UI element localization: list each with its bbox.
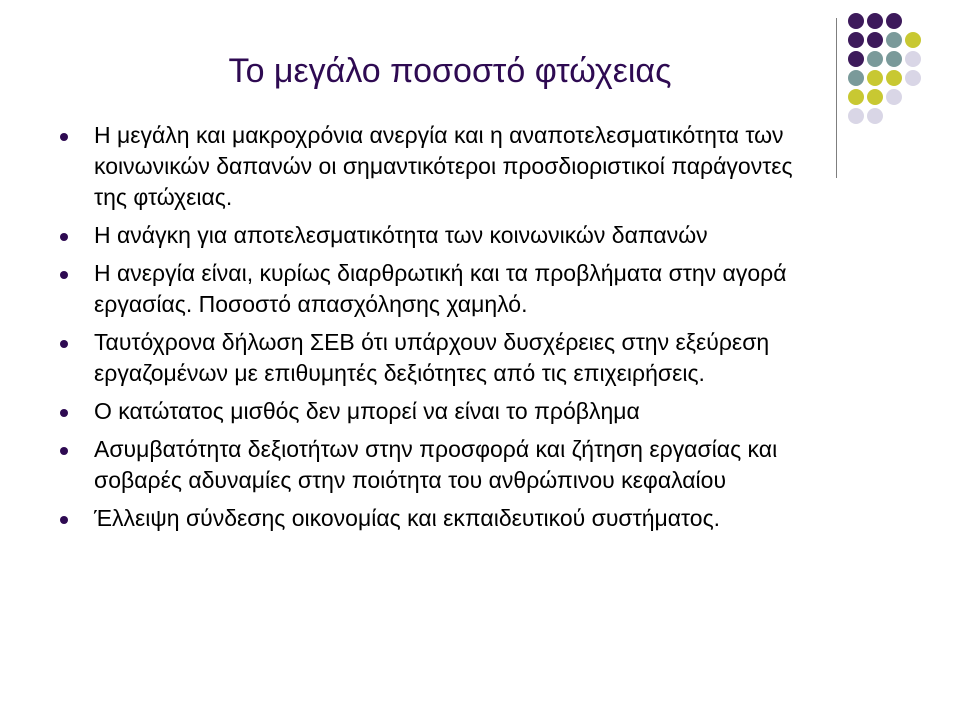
decorative-dot-olive <box>905 32 921 48</box>
decorative-dot-purple <box>848 32 864 48</box>
bullet-text: Ταυτόχρονα δήλωση ΣΕΒ ότι υπάρχουν δυσχέρειες στην εξεύρεση εργαζομένων με επιθυμητές δεξιότητες από τις επιχειρήσεις. <box>94 329 770 386</box>
bullet-text: Ο κατώτατος μισθός δεν μπορεί να είναι το πρόβλημα <box>94 398 640 424</box>
bullet-dot-icon <box>60 233 68 241</box>
decorative-dot-lavender <box>905 51 921 67</box>
bullet-dot-icon <box>60 133 68 141</box>
bullet-item <box>60 327 830 389</box>
decorative-dot-lavender <box>848 108 864 124</box>
decorative-dot-olive <box>867 89 883 105</box>
decorative-dot-teal <box>867 51 883 67</box>
bullet-dot-icon <box>60 516 68 524</box>
decorative-dot-lavender <box>867 108 883 124</box>
bullet-item <box>60 434 830 496</box>
decorative-dot-purple <box>867 13 883 29</box>
decorative-dot-purple <box>848 13 864 29</box>
decorative-dot-lavender <box>886 89 902 105</box>
bullet-item <box>60 503 830 534</box>
decorative-dot-olive <box>848 89 864 105</box>
decorative-dot-purple <box>848 51 864 67</box>
bullet-item <box>60 220 830 251</box>
decorative-dot-lavender <box>905 70 921 86</box>
slide-title: Το μεγάλο ποσοστό φτώχειας <box>228 52 672 90</box>
bullet-text: Η ανάγκη για αποτελεσματικότητα των κοινωνικών δαπανών <box>94 222 708 248</box>
bullet-item <box>60 120 830 213</box>
bullet-text: Η ανεργία είναι, κυρίως διαρθρωτική και τα προβλήματα στην αγορά εργασίας. Ποσοστό απασχόλησης χαμηλό. <box>94 260 787 317</box>
bullet-dot-icon <box>60 447 68 455</box>
decorative-dot-pattern <box>848 13 948 163</box>
bullet-item <box>60 396 830 427</box>
bullet-text: Η μεγάλη και μακροχρόνια ανεργία και η αναποτελεσματικότητα των κοινωνικών δαπανών οι σημαντικότεροι προσδιοριστικοί παράγοντες της φτώχειας. <box>94 122 793 210</box>
bullet-dot-icon <box>60 409 68 417</box>
bullet-text: Έλλειψη σύνδεσης οικονομίας και εκπαιδευτικού συστήματος. <box>94 505 721 531</box>
decorative-dot-teal <box>886 51 902 67</box>
bullet-list <box>60 120 830 541</box>
bullet-dot-icon <box>60 271 68 279</box>
decorative-vertical-line <box>836 18 837 178</box>
decorative-dot-teal <box>886 32 902 48</box>
bullet-dot-icon <box>60 340 68 348</box>
bullet-text: Ασυμβατότητα δεξιοτήτων στην προσφορά και ζήτηση εργασίας και σοβαρές αδυναμίες στην ποιότητα του ανθρώπινου κεφαλαίου <box>94 436 778 493</box>
bullet-item <box>60 258 830 320</box>
decorative-dot-purple <box>867 32 883 48</box>
decorative-dot-olive <box>886 70 902 86</box>
decorative-dot-teal <box>848 70 864 86</box>
decorative-dot-purple <box>886 13 902 29</box>
decorative-dot-olive <box>867 70 883 86</box>
